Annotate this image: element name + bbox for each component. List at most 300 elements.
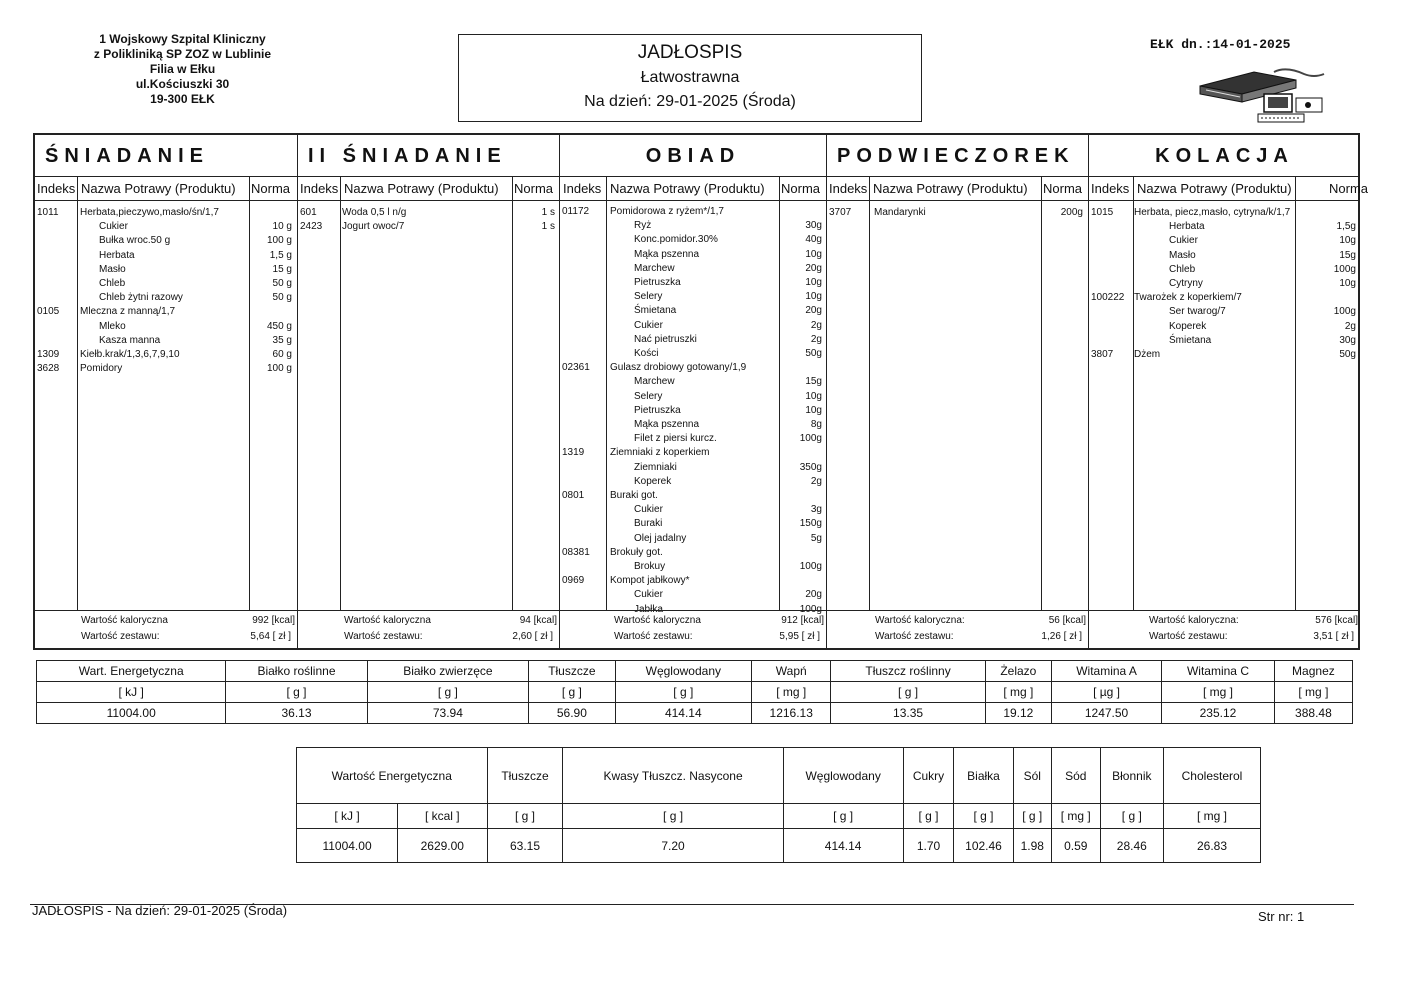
item-norm: 50 g — [272, 292, 292, 304]
item-norm: 200g — [1060, 207, 1083, 218]
menu-row — [560, 574, 826, 588]
item-norm: 350g — [799, 461, 822, 473]
menu-row — [1089, 334, 1360, 348]
diet-name: Łatwostrawna — [640, 69, 740, 86]
menu-row — [560, 276, 826, 290]
item-norm: 20g — [805, 305, 822, 317]
item-norm: 30g — [805, 220, 822, 232]
cost-label: Wartość zestawu: — [1149, 631, 1228, 642]
menu-date: Na dzień: 29-01-2025 (Środa) — [584, 93, 796, 110]
item-index: 1011 — [37, 207, 59, 218]
kcal-value: 94 [kcal] — [519, 615, 557, 626]
cost-value: 3,51 [ zł ] — [1313, 631, 1354, 642]
summary-value: 1247.50 — [1051, 703, 1161, 724]
item-name: Masło — [1169, 249, 1196, 261]
menu-row — [35, 249, 297, 263]
cost-value: 1,26 [ zł ] — [1041, 631, 1082, 642]
item-name: Mąka pszenna — [634, 419, 700, 430]
summary-unit: [ kJ ] — [37, 682, 226, 703]
item-norm: 100g — [799, 561, 822, 572]
column-header-name: Nazwa Potrawy (Produktu) — [873, 181, 1028, 196]
summary-unit: [ g ] — [563, 804, 783, 829]
menu-row — [1089, 206, 1360, 220]
energy-summary-table — [296, 747, 1261, 863]
item-name: Jogurt owoc/7 — [342, 221, 405, 233]
menu-row — [35, 305, 297, 319]
meal-column — [559, 135, 826, 648]
summary-unit: [ g ] — [487, 804, 563, 829]
institution-line: ul.Kościuszki 30 — [135, 77, 230, 91]
item-norm: 10g — [805, 277, 822, 288]
summary-header: Tłuszcz roślinny — [831, 661, 985, 682]
item-norm: 3g — [810, 504, 822, 516]
item-name: Cukier — [1169, 235, 1198, 247]
item-name: Chleb żytni razowy — [99, 292, 183, 304]
item-name: Mąka pszenna — [634, 248, 700, 260]
menu-row — [560, 205, 826, 219]
meal-column — [297, 135, 559, 648]
kcal-label: Wartość kaloryczna: — [1149, 615, 1239, 626]
item-name: Koperek — [634, 475, 672, 487]
summary-value: 28.46 — [1100, 829, 1163, 863]
kcal-label: Wartość kaloryczna: — [875, 615, 965, 626]
item-name: Kompot jabłkowy* — [610, 575, 690, 587]
item-name: Mandarynki — [874, 207, 926, 218]
menu-row — [560, 404, 826, 418]
item-name: Ser twarog/7 — [1169, 306, 1226, 318]
summary-value: 414.14 — [615, 703, 752, 724]
summary-unit: [ g ] — [903, 804, 954, 829]
menu-row — [560, 219, 826, 233]
menu-row — [1089, 320, 1360, 334]
item-name: Brokuły got. — [610, 546, 663, 558]
item-norm: 2g — [810, 475, 822, 487]
summary-value: 0.59 — [1051, 829, 1100, 863]
column-header-norm: Norma — [1329, 181, 1369, 196]
summary-header: Tłuszcze — [487, 748, 563, 804]
institution-line: z Polikliniką SP ZOZ w Lublinie — [93, 47, 272, 61]
item-name: Kiełb.krak/1,3,6,7,9,10 — [80, 349, 180, 360]
item-name: Mleko — [99, 320, 126, 332]
menu-row — [560, 248, 826, 262]
column-headers — [560, 177, 826, 201]
menu-row — [35, 362, 297, 376]
column-headers — [35, 177, 297, 201]
summary-value: 1.70 — [903, 829, 954, 863]
summary-unit: [ mg ] — [1274, 682, 1352, 703]
menu-row — [35, 320, 297, 334]
menu-row — [1089, 263, 1360, 277]
item-name: Cukier — [99, 221, 128, 233]
item-name: Herbata,pieczywo,masło/śn/1,7 — [80, 207, 219, 218]
item-name: Chleb — [1169, 263, 1196, 275]
menu-row — [560, 432, 826, 446]
summary-header: Białko zwierzęce — [367, 661, 529, 682]
item-name: Cukier — [634, 504, 663, 516]
item-name: Buraki — [634, 518, 663, 530]
summary-value: 1216.13 — [752, 703, 831, 724]
item-norm: 20g — [805, 589, 822, 601]
cost-label: Wartość zestawu: — [81, 631, 160, 642]
summary-header: Wart. Energetyczna — [37, 661, 226, 682]
item-norm: 2g — [810, 319, 822, 331]
title-box — [458, 34, 922, 122]
item-name: Nać pietruszki — [634, 333, 697, 345]
menu-row — [560, 262, 826, 276]
item-name: Kości — [634, 348, 659, 359]
summary-header: Cholesterol — [1164, 748, 1261, 804]
item-norm: 2g — [1344, 320, 1356, 332]
summary-header: Białka — [954, 748, 1013, 804]
item-index: 3628 — [37, 363, 60, 375]
column-header-index: Indeks — [1091, 181, 1130, 196]
item-norm: 10 g — [272, 221, 292, 233]
meal-column — [1088, 135, 1369, 648]
item-name: Jabłka — [634, 603, 663, 615]
meal-items — [560, 201, 826, 615]
cost-label: Wartość zestawu: — [875, 631, 954, 642]
menu-row — [1089, 305, 1360, 319]
summary-header: Węglowodany — [783, 748, 903, 804]
summary-unit: [ mg ] — [752, 682, 831, 703]
menu-row — [35, 234, 297, 248]
summary-value: 7.20 — [563, 829, 783, 863]
menu-row — [560, 475, 826, 489]
menu-row — [560, 517, 826, 531]
institution-address — [60, 32, 305, 107]
cost-label: Wartość zestawu: — [344, 631, 423, 642]
menu-row — [35, 263, 297, 277]
item-name: Filet z piersi kurcz. — [634, 433, 717, 445]
item-name: Twarożek z koperkiem/7 — [1134, 292, 1242, 304]
item-name: Marchew — [634, 376, 675, 388]
item-index: 08381 — [562, 546, 590, 558]
item-norm: 35 g — [272, 334, 292, 346]
print-date: EŁK dn.:14-01-2025 — [1150, 37, 1291, 52]
item-index: 601 — [300, 207, 317, 218]
summary-value: 36.13 — [226, 703, 367, 724]
column-header-norm: Norma — [781, 181, 821, 196]
menu-row — [35, 220, 297, 234]
item-name: Kasza manna — [99, 334, 161, 346]
menu-row — [560, 418, 826, 432]
summary-header: Wapń — [752, 661, 831, 682]
item-norm: 50g — [805, 348, 822, 359]
item-name: Śmietana — [634, 305, 677, 317]
item-norm: 20g — [805, 262, 822, 274]
item-name: Herbata — [1169, 221, 1205, 233]
summary-value: 19.12 — [985, 703, 1051, 724]
meal-totals — [298, 610, 559, 648]
item-norm: 10g — [805, 390, 822, 402]
item-name: Ziemniaki z koperkiem — [610, 447, 710, 459]
cost-value: 2,60 [ zł ] — [512, 631, 553, 642]
item-norm: 40g — [805, 234, 822, 246]
menu-row — [560, 546, 826, 560]
summary-unit: [ µg ] — [1051, 682, 1161, 703]
column-header-name: Nazwa Potrawy (Produktu) — [81, 181, 236, 196]
item-name: Woda 0,5 l n/g — [342, 207, 407, 218]
item-norm: 100g — [799, 433, 822, 445]
item-norm: 10g — [805, 291, 822, 303]
item-name: Herbata — [99, 249, 135, 261]
item-norm: 50 g — [272, 278, 292, 289]
summary-unit: [ g ] — [954, 804, 1013, 829]
item-norm: 10g — [1339, 235, 1356, 247]
summary-header: Węglowodany — [615, 661, 752, 682]
menu-row — [1089, 277, 1360, 291]
column-header-norm: Norma — [1043, 181, 1083, 196]
summary-value: 26.83 — [1164, 829, 1261, 863]
item-name: Ziemniaki — [634, 461, 677, 473]
book-computer-illustration — [1196, 64, 1336, 126]
item-index: 0969 — [562, 575, 585, 587]
summary-header: Witamina C — [1162, 661, 1275, 682]
institution-line: 19-300 EŁK — [150, 92, 215, 106]
item-norm: 1 s — [541, 207, 555, 218]
summary-value: 56.90 — [529, 703, 615, 724]
menu-row — [298, 220, 559, 234]
item-norm: 10g — [805, 248, 822, 260]
item-norm: 1 s — [541, 221, 555, 233]
menu-row — [560, 290, 826, 304]
item-norm: 1,5 g — [269, 249, 292, 261]
summary-unit: [ g ] — [367, 682, 529, 703]
menu-row — [35, 277, 297, 291]
summary-header: Sól — [1013, 748, 1051, 804]
meal-totals — [1089, 610, 1360, 648]
item-index: 0801 — [562, 490, 585, 501]
nutrition-summary-table — [36, 660, 1353, 724]
menu-row — [560, 461, 826, 475]
item-name: Buraki got. — [610, 490, 658, 501]
summary-unit: [ g ] — [1100, 804, 1163, 829]
column-header-index: Indeks — [829, 181, 868, 196]
column-header-index: Indeks — [563, 181, 602, 196]
meal-items — [827, 201, 1088, 610]
summary-header: Magnez — [1274, 661, 1352, 682]
kcal-label: Wartość kaloryczna — [614, 615, 701, 626]
item-norm: 150g — [799, 518, 822, 530]
item-norm: 60 g — [272, 349, 292, 360]
item-index: 01172 — [562, 206, 590, 217]
item-name: Herbata, piecz,masło, cytryna/k/1,7 — [1134, 207, 1291, 218]
summary-header: Sód — [1051, 748, 1100, 804]
menu-row — [560, 304, 826, 318]
item-name: Cytryny — [1169, 278, 1203, 289]
menu-row — [1089, 291, 1360, 305]
item-norm: 1,5g — [1336, 221, 1356, 233]
summary-unit: [ kJ ] — [297, 804, 398, 829]
item-index: 2423 — [300, 221, 323, 233]
institution-line: Filia w Ełku — [149, 62, 216, 76]
summary-header: Białko roślinne — [226, 661, 367, 682]
cost-value: 5,64 [ zł ] — [250, 631, 291, 642]
menu-row — [560, 375, 826, 389]
summary-unit: [ mg ] — [985, 682, 1051, 703]
menu-row — [560, 489, 826, 503]
menu-row — [560, 361, 826, 375]
menu-row — [827, 206, 1088, 220]
column-header-index: Indeks — [300, 181, 339, 196]
item-norm: 100g — [799, 603, 822, 615]
meal-items — [298, 201, 559, 610]
meal-title: OBIAD — [560, 135, 826, 177]
summary-header: Żelazo — [985, 661, 1051, 682]
kcal-value: 56 [kcal] — [1048, 615, 1086, 626]
item-norm: 100g — [1333, 306, 1356, 318]
item-name: Marchew — [634, 262, 675, 274]
item-norm: 450 g — [266, 320, 292, 332]
item-index: 100222 — [1091, 292, 1125, 304]
menu-row — [35, 348, 297, 362]
item-index: 1015 — [1091, 207, 1114, 218]
summary-unit: [ g ] — [529, 682, 615, 703]
column-header-norm: Norma — [251, 181, 291, 196]
summary-value: 11004.00 — [37, 703, 226, 724]
meal-title: PODWIECZOREK — [827, 135, 1088, 177]
kcal-value: 576 [kcal] — [1315, 615, 1358, 626]
meal-column — [35, 135, 297, 648]
summary-value: 1.98 — [1013, 829, 1051, 863]
summary-header: Wartość Energetyczna — [297, 748, 488, 804]
kcal-value: 992 [kcal] — [252, 615, 295, 626]
item-name: Selery — [634, 390, 663, 402]
item-name: Selery — [634, 291, 663, 303]
summary-header: Cukry — [903, 748, 954, 804]
menu-row — [560, 347, 826, 361]
summary-unit: [ g ] — [831, 682, 985, 703]
item-index: 1309 — [37, 349, 60, 360]
item-name: Pietruszka — [634, 277, 681, 288]
item-index: 3807 — [1091, 349, 1114, 360]
item-name: Bułka wroc.50 g — [99, 235, 171, 247]
item-norm: 15g — [1339, 249, 1356, 261]
meal-title: ŚNIADANIE — [35, 135, 297, 177]
page-number: Str nr: 1 — [1258, 909, 1305, 924]
menu-row — [560, 319, 826, 333]
cost-value: 5,95 [ zł ] — [779, 631, 820, 642]
kcal-label: Wartość kaloryczna — [344, 615, 431, 626]
column-header-name: Nazwa Potrawy (Produktu) — [610, 181, 765, 196]
column-header-name: Nazwa Potrawy (Produktu) — [1137, 181, 1292, 196]
item-name: Gulasz drobiowy gotowany/1,9 — [610, 362, 747, 374]
item-norm: 15g — [805, 376, 822, 388]
menu-row — [560, 446, 826, 460]
menu-row — [1089, 249, 1360, 263]
summary-unit: [ g ] — [1013, 804, 1051, 829]
meal-totals — [560, 610, 826, 648]
item-name: Olej jadalny — [634, 532, 687, 544]
column-header-name: Nazwa Potrawy (Produktu) — [344, 181, 499, 196]
menu-row — [1089, 234, 1360, 248]
summary-value: 11004.00 — [297, 829, 398, 863]
item-norm: 10g — [1339, 278, 1356, 289]
summary-unit: [ mg ] — [1164, 804, 1261, 829]
menu-row — [560, 560, 826, 574]
summary-unit: [ mg ] — [1051, 804, 1100, 829]
menu-row — [560, 588, 826, 602]
column-header-norm: Norma — [514, 181, 554, 196]
menu-row — [1089, 348, 1360, 362]
kcal-value: 912 [kcal] — [781, 615, 824, 626]
summary-value: 63.15 — [487, 829, 563, 863]
summary-unit: [ kcal ] — [398, 804, 487, 829]
meal-column — [826, 135, 1088, 648]
menu-row — [35, 334, 297, 348]
summary-header: Tłuszcze — [529, 661, 615, 682]
item-index: 1319 — [562, 447, 585, 459]
summary-unit: [ g ] — [615, 682, 752, 703]
item-name: Chleb — [99, 278, 126, 289]
menu-row — [560, 333, 826, 347]
item-norm: 100 g — [266, 235, 292, 247]
meal-items — [35, 201, 297, 610]
item-name: Pomidorowa z ryżem*/1,7 — [610, 206, 724, 217]
item-norm: 50g — [1339, 349, 1356, 360]
item-norm: 100 g — [266, 363, 292, 375]
summary-header: Witamina A — [1051, 661, 1161, 682]
item-name: Konc.pomidor.30% — [634, 234, 718, 246]
menu-row — [560, 233, 826, 247]
item-norm: 30g — [1339, 334, 1356, 346]
page-title: JADŁOSPIS — [637, 42, 743, 63]
meal-title: KOLACJA — [1089, 135, 1360, 177]
menu-table — [33, 133, 1369, 650]
item-name: Śmietana — [1169, 334, 1212, 346]
menu-row — [1089, 220, 1360, 234]
cost-label: Wartość zestawu: — [614, 631, 693, 642]
summary-header: Kwasy Tłuszcz. Nasycone — [563, 748, 783, 804]
meal-items — [1089, 201, 1360, 610]
institution-line: 1 Wojskowy Szpital Kliniczny — [99, 32, 266, 46]
item-norm: 100g — [1333, 263, 1356, 275]
summary-value: 102.46 — [954, 829, 1013, 863]
meal-totals — [35, 610, 297, 648]
item-name: Mleczna z manną/1,7 — [80, 306, 176, 318]
item-index: 02361 — [562, 362, 590, 374]
meal-totals — [827, 610, 1088, 648]
column-headers — [298, 177, 559, 201]
column-headers — [1089, 177, 1369, 201]
item-name: Brokuy — [634, 561, 666, 572]
summary-unit: [ g ] — [226, 682, 367, 703]
item-norm: 5g — [810, 532, 822, 544]
summary-value: 414.14 — [783, 829, 903, 863]
summary-value: 2629.00 — [398, 829, 487, 863]
item-name: Pomidory — [80, 363, 123, 375]
summary-value: 388.48 — [1274, 703, 1352, 724]
item-norm: 2g — [810, 333, 822, 345]
page-footer: JADŁOSPIS - Na dzień: 29-01-2025 (Środa) — [32, 903, 288, 918]
meal-title: II ŚNIADANIE — [298, 135, 559, 177]
menu-row — [35, 206, 297, 220]
summary-unit: [ g ] — [783, 804, 903, 829]
column-header-index: Indeks — [37, 181, 76, 196]
menu-row — [35, 291, 297, 305]
summary-header: Błonnik — [1100, 748, 1163, 804]
item-name: Masło — [99, 263, 126, 275]
kcal-label: Wartość kaloryczna — [81, 615, 168, 626]
item-name: Ryż — [634, 220, 652, 232]
item-index: 3707 — [829, 207, 852, 218]
item-norm: 15 g — [272, 263, 292, 275]
menu-row — [298, 206, 559, 220]
menu-row — [560, 503, 826, 517]
summary-unit: [ mg ] — [1162, 682, 1275, 703]
item-name: Cukier — [634, 589, 663, 601]
column-headers — [827, 177, 1088, 201]
